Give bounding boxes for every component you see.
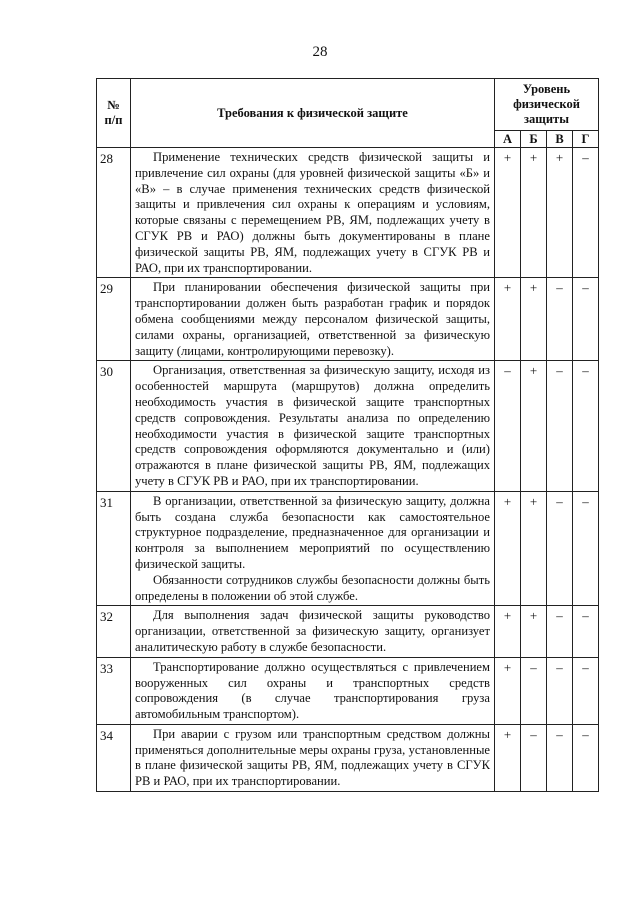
mark-level-b: + [521, 278, 547, 361]
requirement-paragraph: Обязанности сотрудников службы безопасности должны быть определены в положении об этой службе. [135, 572, 490, 603]
requirement-paragraph: В организации, ответственной за физическую защиту, должна быть создана служба безопасности как самостоятельное структурное подразделение, предназначенное для организации и контроля за выполнением мероприятий по осуществлению физической защиты. [135, 493, 490, 571]
row-number: 28 [97, 148, 131, 278]
mark-level-a: + [495, 491, 521, 606]
mark-level-b: + [521, 491, 547, 606]
header-requirements: Требования к физической защите [131, 79, 495, 148]
requirement-text [131, 491, 495, 606]
mark-level-b: + [521, 148, 547, 278]
requirement-paragraph: Организация, ответственная за физическую защиту, исходя из особенностей маршрута (маршрутов) должна определить необходимость участия в физической защите транспортных средств сопровождения. Результаты анализа по определению необходимости участия в физической защите транспортных средств сопровождения оформляются документально и (или) отражаются в плане физической защиты РВ, ЯМ, подлежащих учету в СГУК РВ и РАО, при их транспортировании. [135, 363, 490, 488]
mark-level-a: – [495, 361, 521, 491]
table-row [97, 657, 599, 724]
requirement-paragraph: При планировании обеспечения физической защиты при транспортировании должен быть разработан график и порядок обмена сообщениями между персоналом физической защиты, силами охраны, организацией, ответственной за физическую защиту (лицами, контролирующими перевозку). [135, 280, 490, 358]
mark-level-g: – [573, 361, 599, 491]
mark-level-b: + [521, 606, 547, 657]
table-row [97, 724, 599, 791]
requirements-table [96, 78, 599, 792]
row-number: 31 [97, 491, 131, 606]
mark-level-a: + [495, 724, 521, 791]
table-row [97, 491, 599, 606]
requirement-text [131, 278, 495, 361]
header-level-a: А [495, 131, 521, 148]
row-number: 30 [97, 361, 131, 491]
table-row [97, 148, 599, 278]
mark-level-g: – [573, 278, 599, 361]
header-level-g: Г [573, 131, 599, 148]
requirement-text [131, 148, 495, 278]
mark-level-a: + [495, 657, 521, 724]
requirement-paragraph: Транспортирование должно осуществляться с привлечением вооруженных сил охраны и транспортных средств сопровождения (в случае транспортирования груза автомобильным транспортом). [135, 659, 490, 722]
mark-level-b: – [521, 724, 547, 791]
header-level-b: Б [521, 131, 547, 148]
mark-level-g: – [573, 606, 599, 657]
mark-level-g: – [573, 491, 599, 606]
mark-level-b: – [521, 657, 547, 724]
requirement-text [131, 606, 495, 657]
mark-level-g: – [573, 657, 599, 724]
header-level-v: В [547, 131, 573, 148]
mark-level-a: + [495, 606, 521, 657]
row-number: 34 [97, 724, 131, 791]
mark-level-v: + [547, 148, 573, 278]
table-row [97, 278, 599, 361]
mark-level-v: – [547, 606, 573, 657]
page-number: 28 [312, 44, 328, 60]
mark-level-g: – [573, 148, 599, 278]
row-number: 32 [97, 606, 131, 657]
mark-level-a: + [495, 278, 521, 361]
header-level-group: Уровень физической защиты [495, 79, 599, 131]
table-row [97, 606, 599, 657]
table-row [97, 361, 599, 491]
mark-level-g: – [573, 724, 599, 791]
requirement-paragraph: Для выполнения задач физической защиты руководство организации, ответственной за физическую защиту, организует аналитическую работу в службе безопасности. [135, 608, 490, 654]
mark-level-v: – [547, 657, 573, 724]
requirement-text [131, 724, 495, 791]
mark-level-v: – [547, 724, 573, 791]
mark-level-v: – [547, 491, 573, 606]
requirement-paragraph: Применение технических средств физической защиты и привлечение сил охраны (для уровней физической защиты «Б» и «В» – в случае применения технических средств физической защиты и привлечения сил охраны к операциям и условиям, которые связаны с перемещением РВ, ЯМ, подлежащих учету в СГУК РВ и РАО) должны быть документированы в плане физической защиты РВ, ЯМ, подлежащих учету в СГУК РВ и РАО, при их транспортировании. [135, 150, 490, 275]
row-number: 29 [97, 278, 131, 361]
requirement-text [131, 361, 495, 491]
requirement-paragraph: При аварии с грузом или транспортным средством должны применяться дополнительные меры охраны груза, установленные в плане физической защиты РВ, ЯМ, подлежащих учету в СГУК РВ и РАО, при их транспортировании. [135, 726, 490, 789]
mark-level-a: + [495, 148, 521, 278]
mark-level-v: – [547, 361, 573, 491]
mark-level-v: – [547, 278, 573, 361]
requirement-text [131, 657, 495, 724]
header-num: № п/п [97, 79, 131, 148]
row-number: 33 [97, 657, 131, 724]
mark-level-b: + [521, 361, 547, 491]
